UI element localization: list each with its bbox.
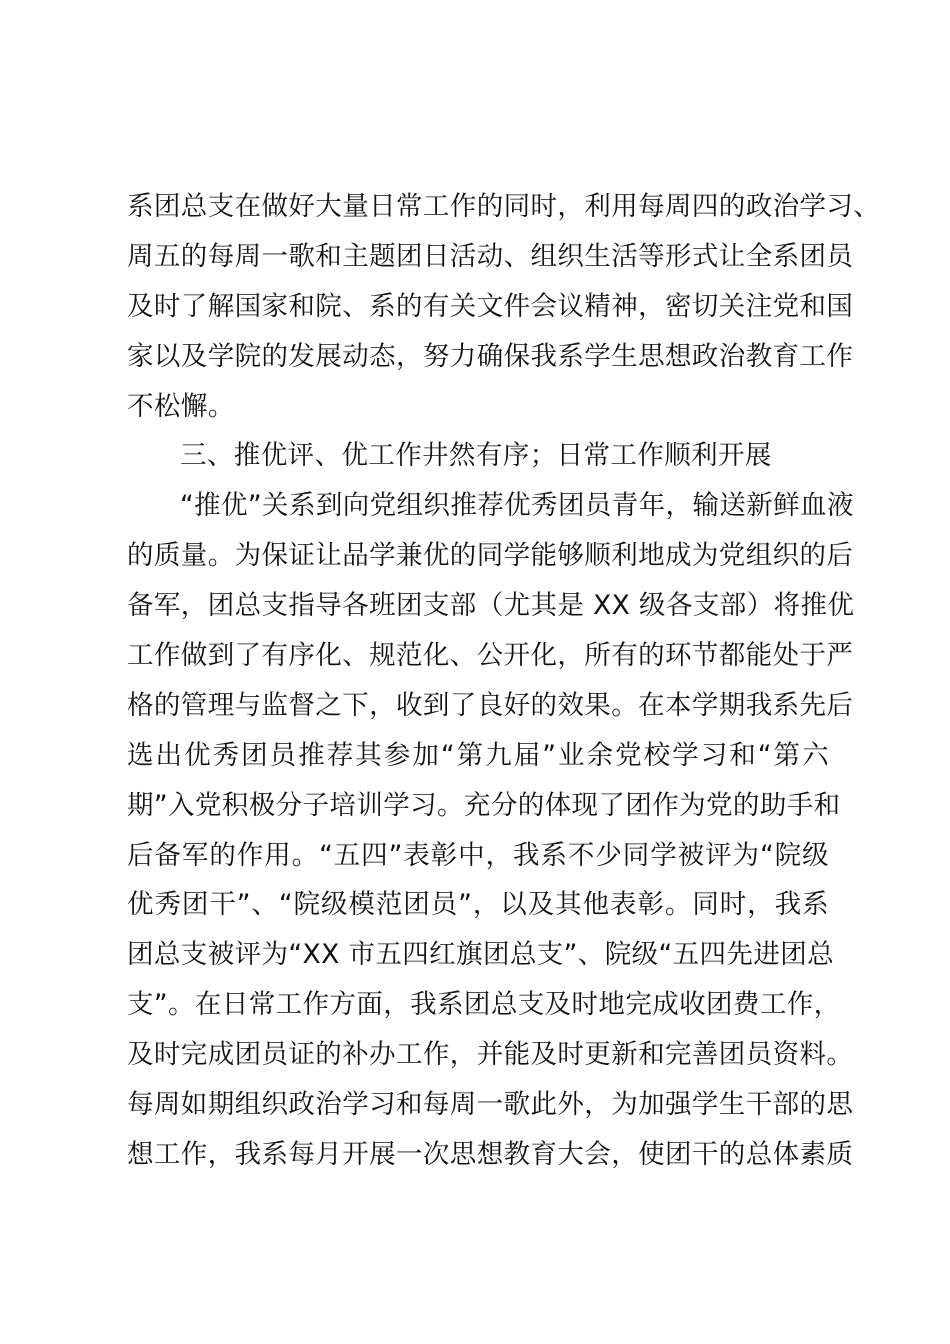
text-line: 团总支被评为“XX 市五四红旗团总支”、院级“五四先进团总 <box>127 939 835 971</box>
text-line: 的质量。为保证让品学兼优的同学能够顺利地成为党组织的后 <box>127 540 854 572</box>
text-line: 想工作，我系每月开展一次思想教育大会，使团干的总体素质 <box>127 1138 854 1170</box>
text-line: 每周如期组织政治学习和每周一歌此外，为加强学生干部的思 <box>127 1089 854 1121</box>
text-line: 家以及学院的发展动态，努力确保我系学生思想政治教育工作 <box>127 340 854 372</box>
text-line: 备军，团总支指导各班团支部（尤其是 XX 级各支部）将推优 <box>127 590 855 622</box>
text-line: 三、推优评、优工作井然有序；日常工作顺利开展 <box>180 440 772 472</box>
document-body <box>127 182 881 1180</box>
text-line: 格的管理与监督之下，收到了良好的效果。在本学期我系先后 <box>127 689 854 721</box>
text-line: 系团总支在做好大量日常工作的同时，利用每周四的政治学习、 <box>127 191 881 222</box>
text-line: 优秀团干”、“院级模范团员”，以及其他表彰。同时，我系 <box>127 889 829 921</box>
text-line: 选出优秀团员推荐其参加“第九届”业余党校学习和“第六 <box>127 739 829 771</box>
text-line: 周五的每周一歌和主题团日活动、组织生活等形式让全系团员 <box>127 240 854 272</box>
text-line: 及时了解国家和院、系的有关文件会议精神，密切关注党和国 <box>127 290 854 322</box>
text-line: 不松懈。 <box>127 390 235 422</box>
text-line: 期”入党积极分子培训学习。充分的体现了团作为党的助手和 <box>127 789 841 821</box>
text-line: “推优”关系到向党组织推荐优秀团员青年，输送新鲜血液 <box>180 490 854 522</box>
text-line: 及时完成团员证的补办工作，并能及时更新和完善团员资料。 <box>127 1039 854 1071</box>
text-line: 工作做到了有序化、规范化、公开化，所有的环节都能处于严 <box>127 640 854 672</box>
text-line: 支”。在日常工作方面，我系团总支及时地完成收团费工作， <box>127 989 841 1021</box>
text-line: 后备军的作用。“五四”表彰中，我系不少同学被评为“院级 <box>127 839 829 871</box>
